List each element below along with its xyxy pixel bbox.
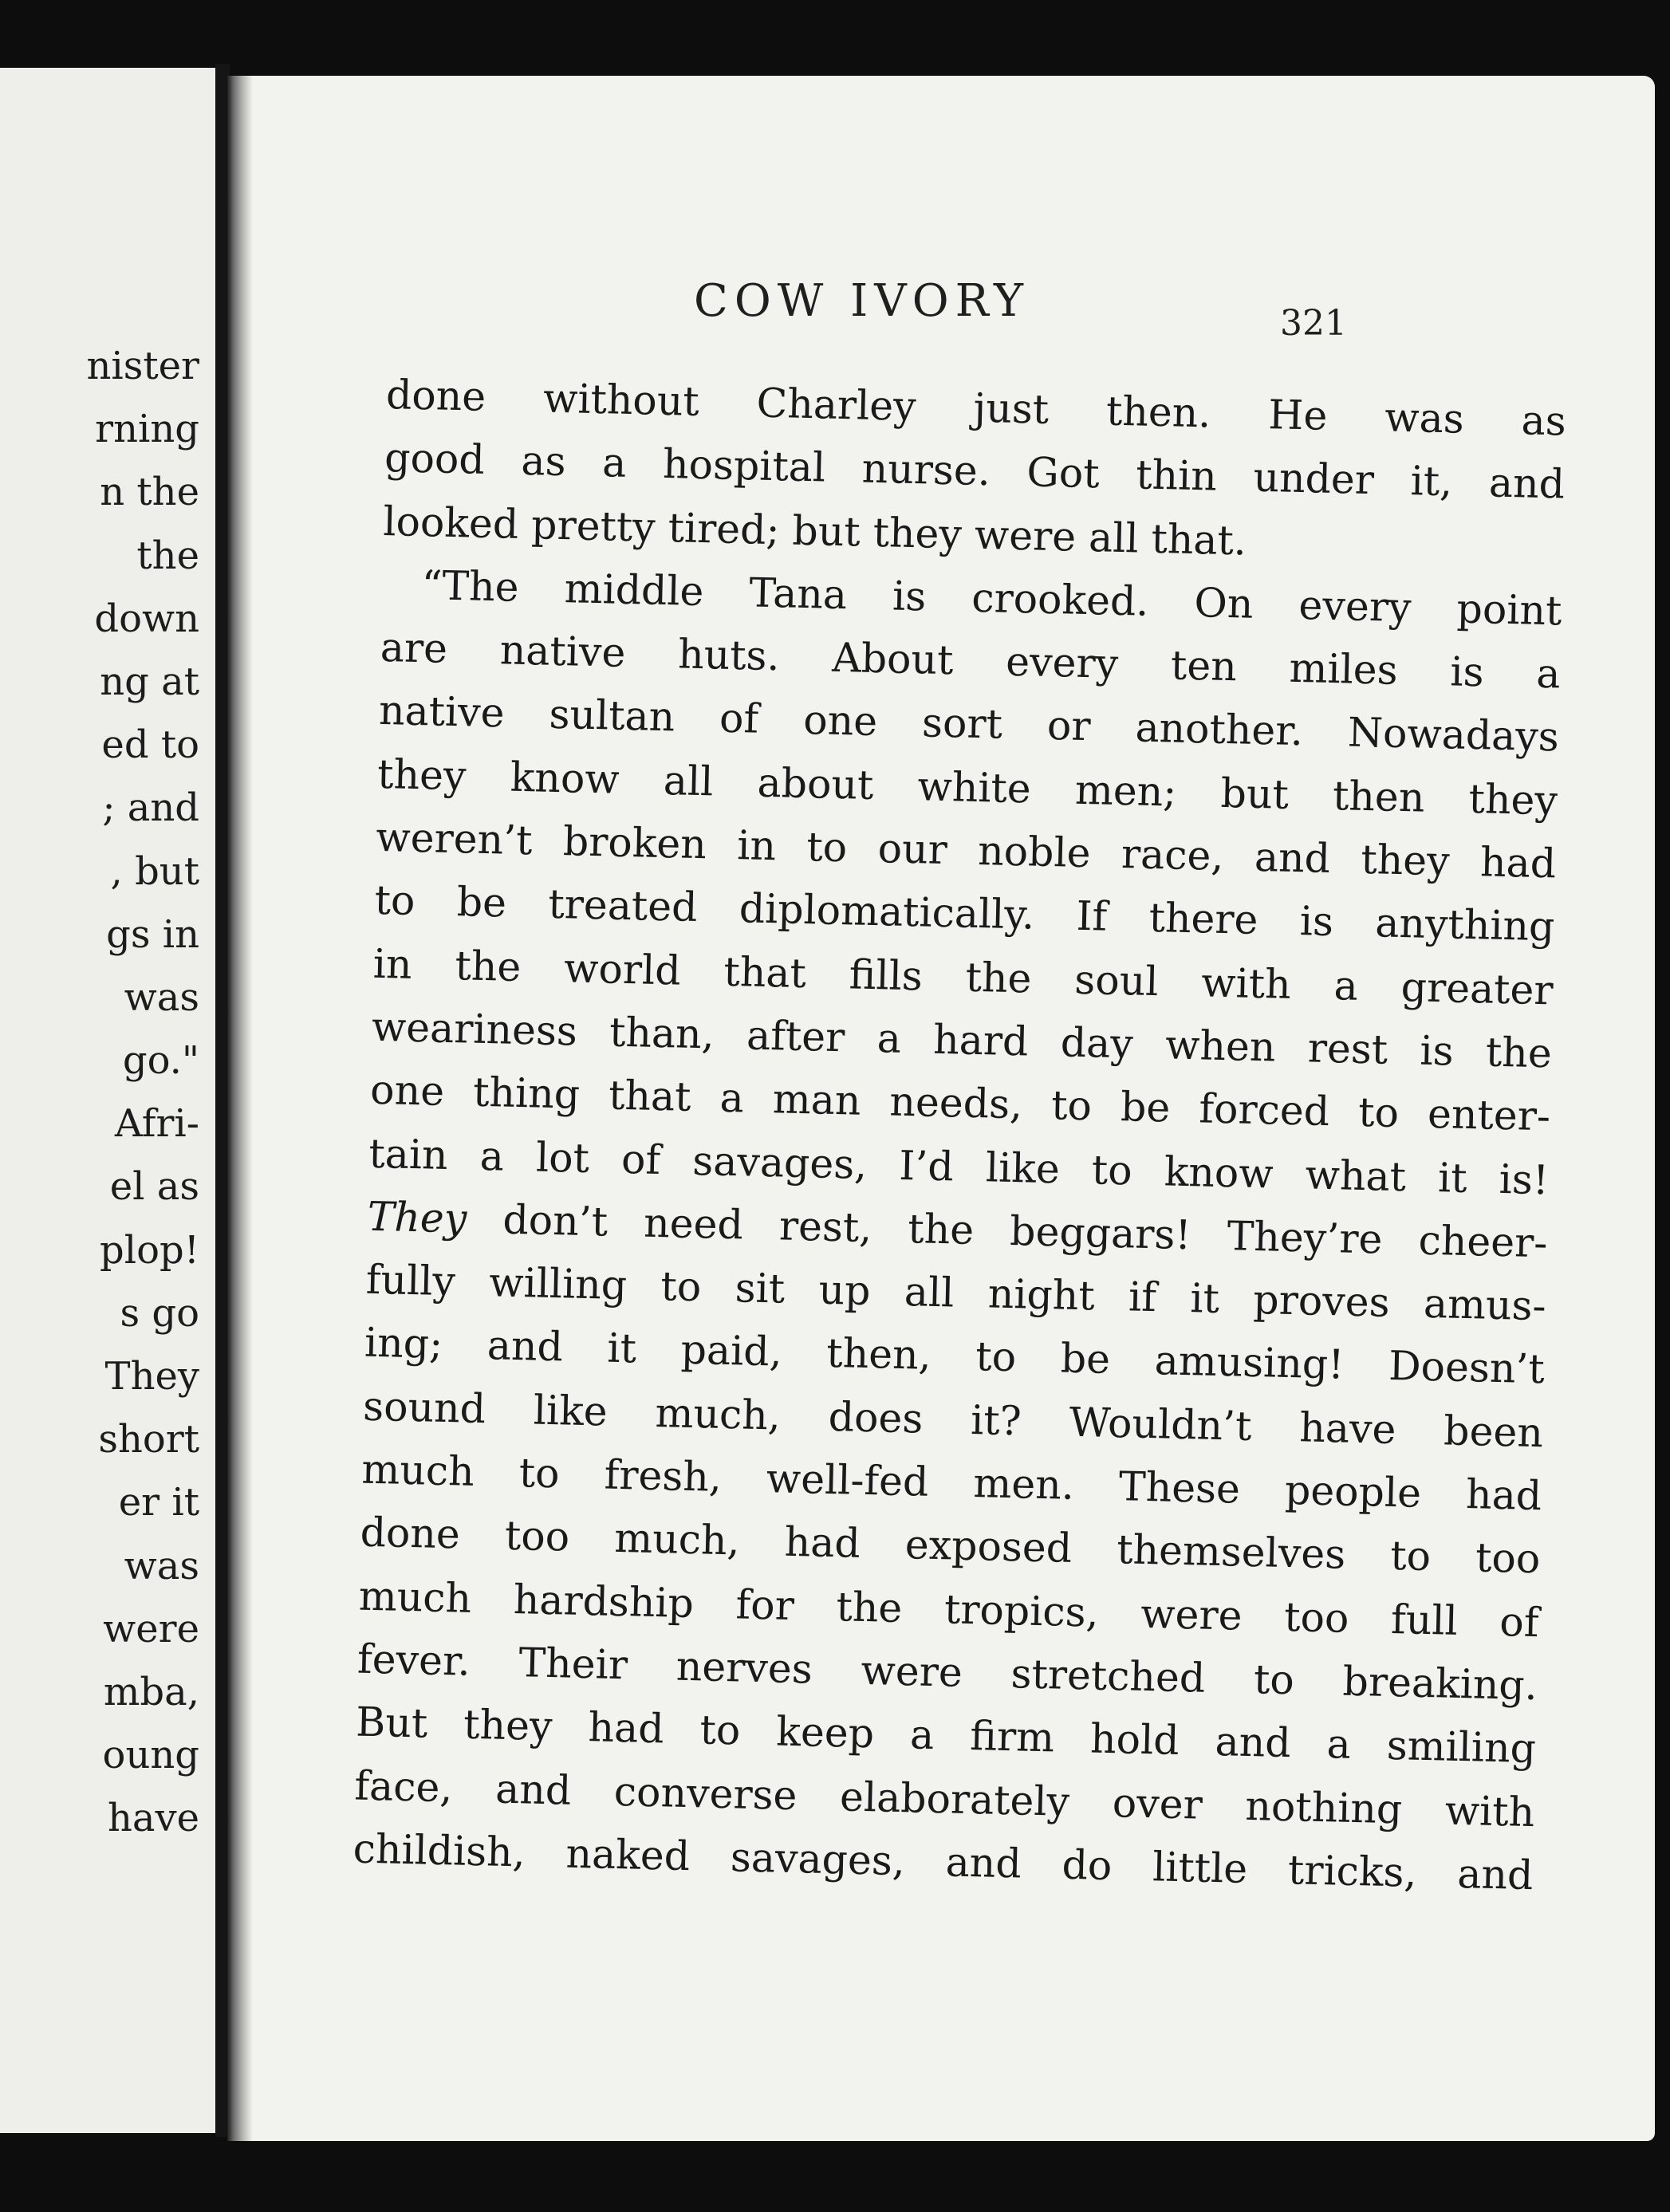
- running-head: COW IVORY: [694, 275, 1030, 327]
- text-line: But they had to keep a firm hold and a smiling: [355, 1698, 1537, 1773]
- text-line: fully willing to sit up all night if it proves amus-: [365, 1255, 1547, 1330]
- italic-word: They: [367, 1192, 467, 1242]
- left-page-line: go.": [122, 1038, 199, 1084]
- text-line: face, and converse elaborately over nothing with: [353, 1761, 1535, 1836]
- page-number: 321: [1280, 303, 1347, 344]
- left-page-line: was: [124, 974, 199, 1020]
- left-page-line: Afri-: [114, 1101, 199, 1147]
- left-page-line: er it: [118, 1480, 199, 1525]
- left-page-line: was: [124, 1543, 199, 1588]
- page-edge-shadow: [227, 76, 253, 2141]
- text-line: childish, naked savages, and do little tricks, and: [353, 1824, 1534, 1899]
- right-page: [227, 76, 1655, 2141]
- text-line-rest: don’t need rest, the beggars! They’re cheer-: [502, 1195, 1549, 1267]
- text-line: one thing that a man needs, to be forced to enter-: [369, 1066, 1551, 1140]
- text-line: much to fresh, well-fed men. These people had: [360, 1445, 1542, 1520]
- text-line: ing; and it paid, then, to be amusing! Doesn’t: [364, 1319, 1546, 1393]
- left-page-line: rning: [95, 407, 199, 452]
- left-page-line: down: [94, 596, 199, 641]
- left-page-line: short: [98, 1417, 199, 1462]
- left-page-line: the: [136, 533, 199, 578]
- left-page-line: gs in: [106, 911, 199, 957]
- left-page-line: plop!: [100, 1227, 199, 1273]
- body-text: [353, 363, 1567, 1907]
- text-line: tain a lot of savages, I’d like to know what it is!: [368, 1129, 1550, 1203]
- left-facing-page: [0, 68, 215, 2133]
- text-line: weren’t broken in to our noble race, and they had: [375, 813, 1557, 888]
- text-line: done without Charley just then. He was as: [385, 370, 1567, 445]
- left-page-line: They: [104, 1354, 199, 1399]
- text-line: weariness than, after a hard day when rest is the: [371, 1002, 1553, 1077]
- left-page-line: have: [107, 1796, 199, 1841]
- left-page-line: s go: [120, 1290, 199, 1336]
- left-page-line: mba,: [103, 1669, 199, 1714]
- left-page-line: , but: [110, 848, 199, 894]
- text-line: native sultan of one sort or another. Nowadays: [378, 687, 1560, 761]
- text-line: “The middle Tana is crooked. On every point: [421, 561, 1562, 635]
- left-page-line: oung: [102, 1733, 199, 1778]
- left-page-text: [8, 335, 199, 1851]
- text-line: done too much, had exposed themselves to too: [360, 1508, 1542, 1583]
- text-line: good as a hospital nurse. Got thin under it, and: [384, 434, 1566, 508]
- left-page-line: nister: [86, 344, 199, 388]
- left-page-line: ng at: [100, 659, 199, 704]
- text-line: much hardship for the tropics, were too full of: [358, 1572, 1540, 1646]
- text-line: fever. Their nerves were stretched to breaking.: [356, 1635, 1538, 1710]
- text-line: they know all about white men; but then they: [376, 750, 1558, 825]
- left-page-line: ed to: [101, 722, 199, 768]
- left-page-line: were: [103, 1606, 199, 1651]
- left-page-line: n the: [100, 470, 199, 515]
- text-line: looked pretty tired; but they were all that.: [382, 497, 1247, 565]
- text-line: sound like much, does it? Wouldn’t have been: [362, 1382, 1544, 1456]
- left-page-line: ; and: [102, 785, 199, 831]
- text-line: are native huts. About every ten miles is a: [380, 624, 1562, 698]
- left-page-line: el as: [109, 1164, 199, 1210]
- text-line: to be treated diplomatically. If there is anything: [374, 876, 1555, 951]
- text-line: in the world that fills the soul with a greater: [372, 939, 1554, 1014]
